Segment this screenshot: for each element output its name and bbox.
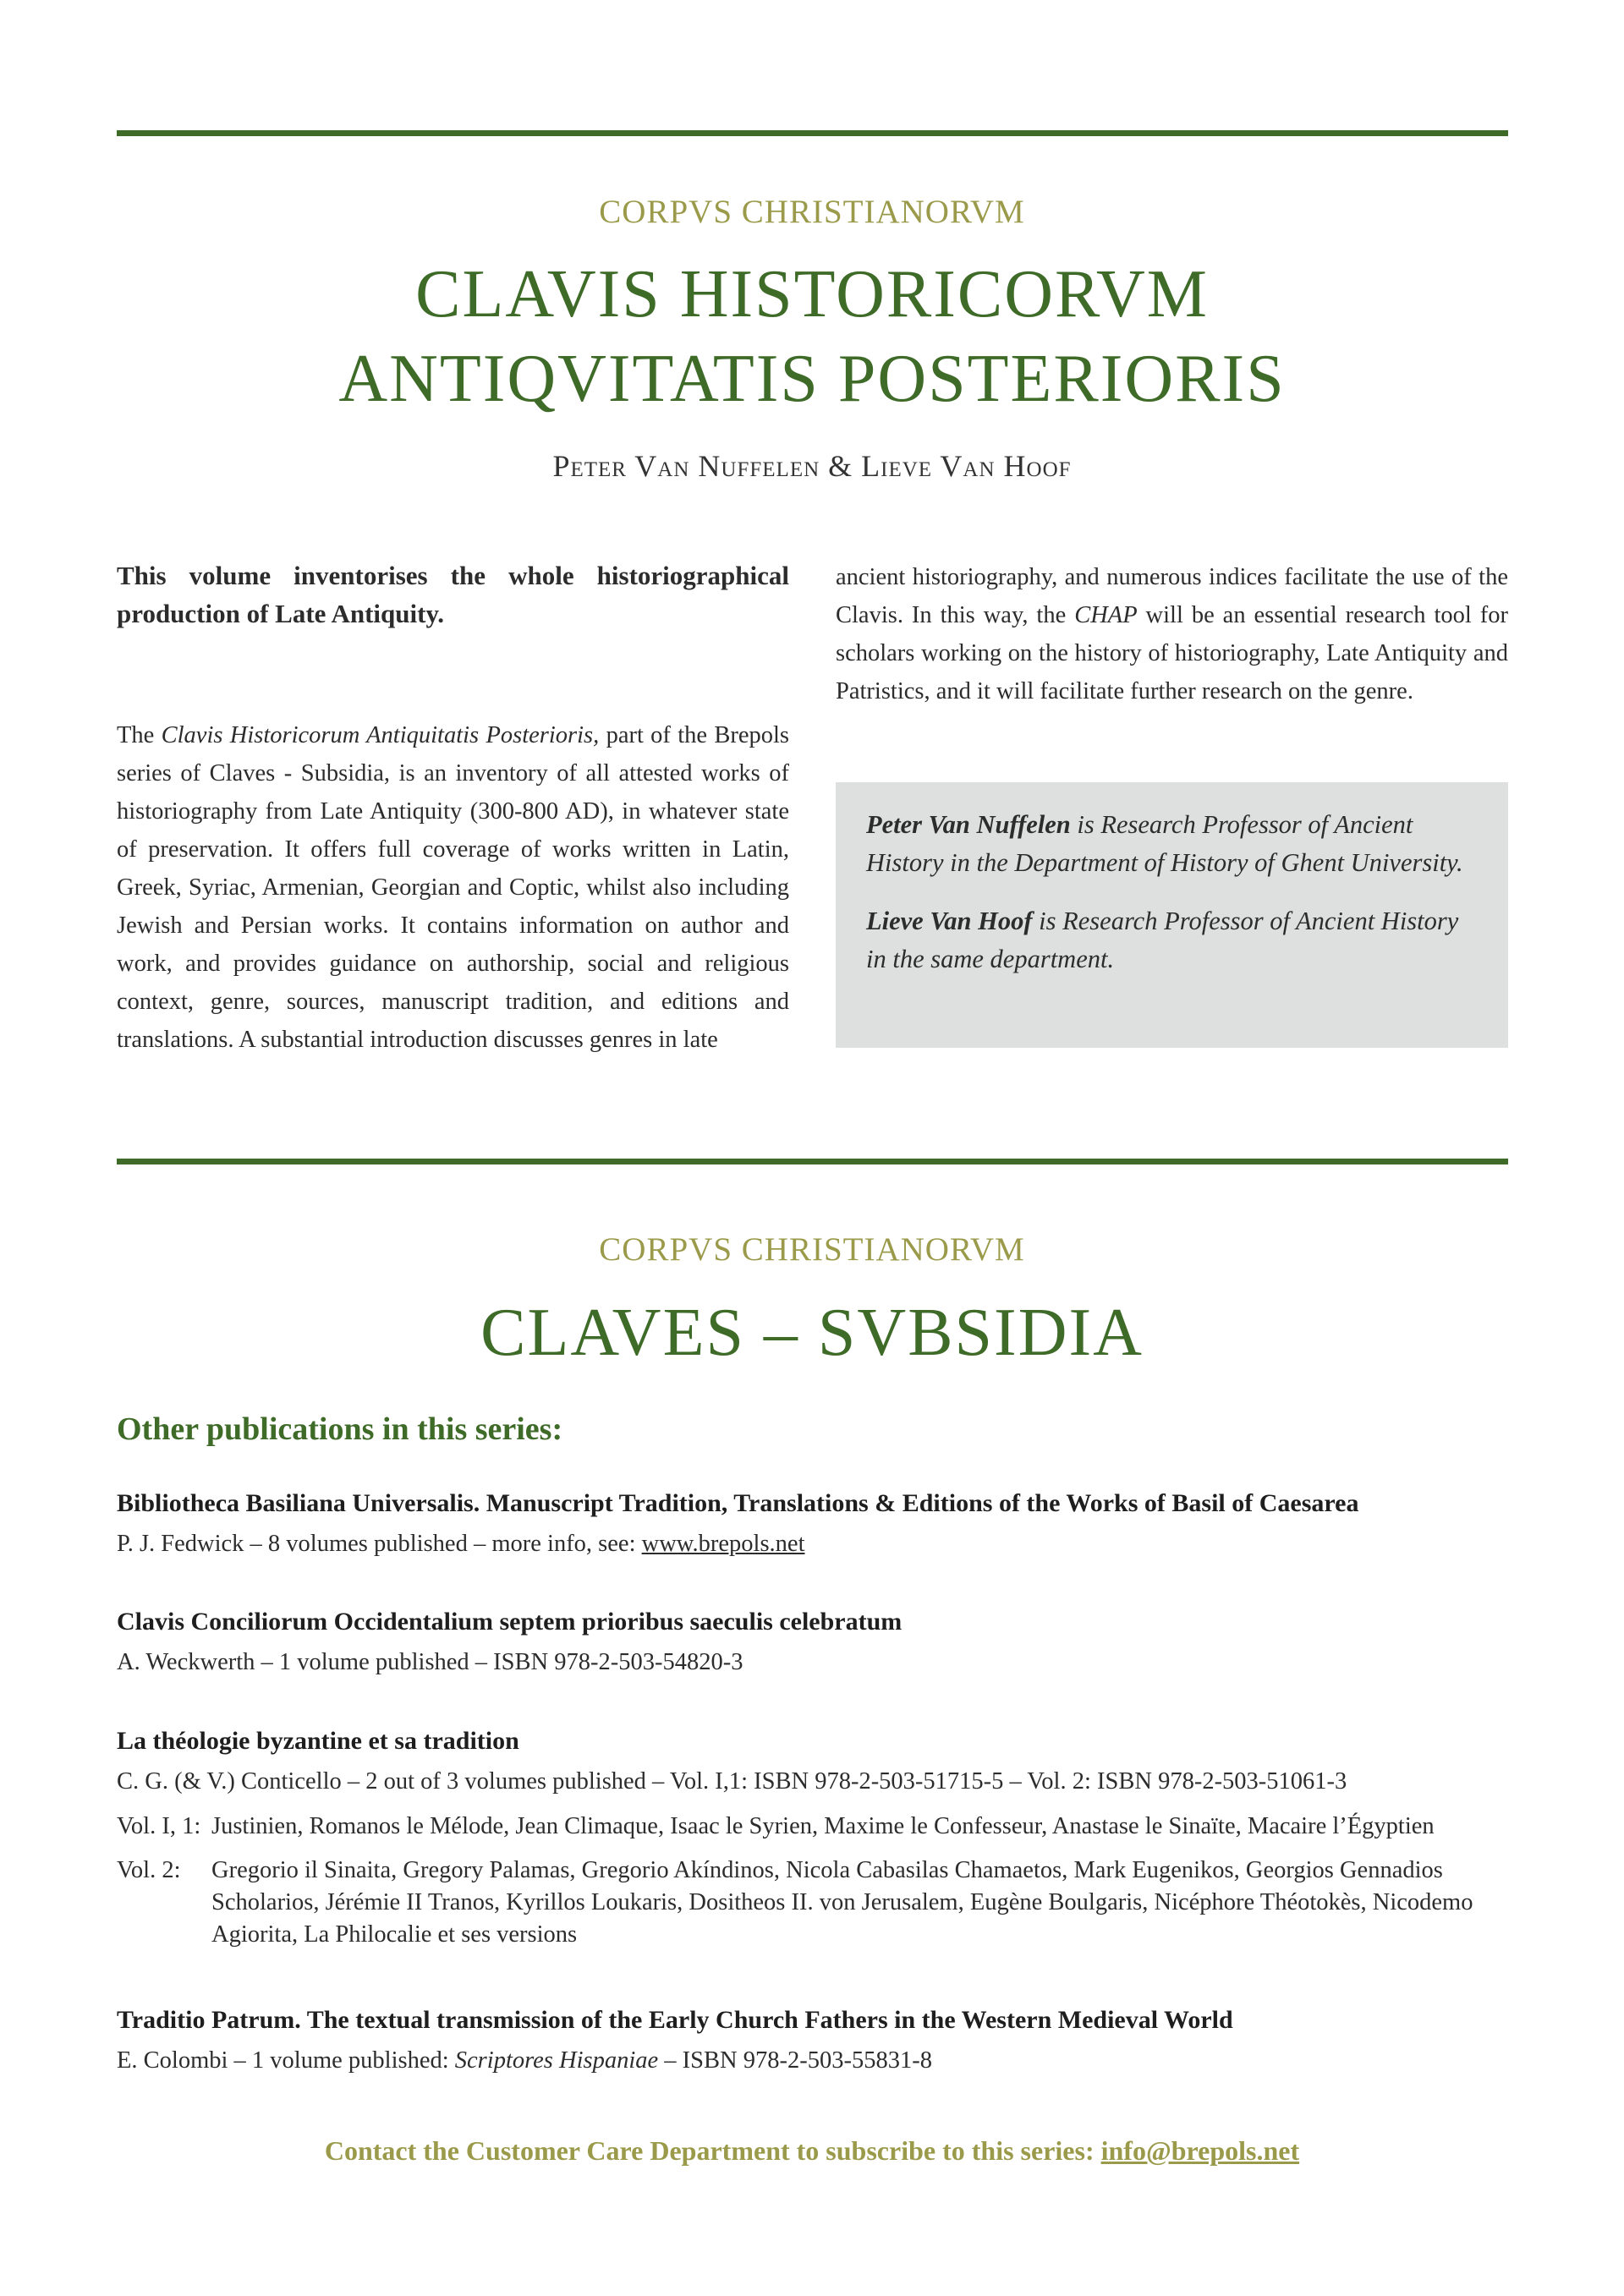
contact-line bbox=[0, 2135, 1624, 2167]
bio-2-name: Lieve Van Hoof bbox=[866, 907, 1033, 935]
body-p1-rest: part of the Brepols series of Claves - Subsidia, is an inventory of all attested works of historiography from Late Antiquity (300-800 AD), in whatever state of preservation. It offers full coverage of works written in Latin, Greek, Syriac, Armenian, Georgian and Coptic, whilst also including Jewish and Persian works. It contains information on author and work, and provides guidance on authorship, social and religious context, genre, sources, manuscript tradition, and editions and translations. A substantial introduction discusses genres in late bbox=[117, 722, 790, 1053]
body-p2-start: ancient historiography, and numerous indices facilitate the use of the Clavis. In this way, the bbox=[836, 564, 1508, 628]
series-title: CLAVES – SVBSIDIA bbox=[480, 1296, 1144, 1370]
body-p2-italic: CHAP bbox=[1074, 602, 1138, 628]
publication-detail: E. Colombi – 1 volume published: Scriptores Hispaniae – ISBN 978-2-503-55831-8 bbox=[117, 2047, 932, 2074]
brepols-website-link[interactable]: www.brepols.net bbox=[641, 1531, 805, 1557]
publication-item bbox=[117, 2002, 1508, 2078]
section-divider bbox=[117, 1159, 1508, 1164]
page-title-line2: ANTIQVITATIS POSTERIORIS bbox=[338, 342, 1286, 416]
bio-2 bbox=[866, 902, 1478, 978]
body-paragraph-2 bbox=[836, 558, 1508, 710]
page-title-line1: CLAVIS HISTORICORVM bbox=[415, 257, 1209, 332]
volume-contents: Justinien, Romanos le Mélode, Jean Climaque, Isaac le Syrien, Maxime le Confesseur, Anastase le Sinaïte, Macaire l’Égyptien bbox=[211, 1813, 1435, 1839]
body-paragraph-1 bbox=[117, 716, 789, 1059]
publication-detail: A. Weckwerth – 1 volume published – ISBN 978-2-503-54820-3 bbox=[117, 1649, 743, 1675]
publication-item bbox=[117, 1723, 1508, 1951]
publication-title: La théologie byzantine et sa tradition bbox=[117, 1727, 519, 1755]
bio-1 bbox=[866, 806, 1478, 882]
publication-detail: C. G. (& V.) Conticello – 2 out of 3 volumes published – Vol. I,1: ISBN 978-2-503-51715-5 – Vol. 2: ISBN 978-2-503-51061-3 bbox=[117, 1768, 1347, 1795]
publication-title: Bibliotheca Basiliana Universalis. Manuscript Tradition, Translations & Editions of the Works of Basil of Caesarea bbox=[117, 1489, 1359, 1517]
publication-title: Clavis Conciliorum Occidentalium septem prioribus saeculis celebratum bbox=[117, 1608, 903, 1636]
body-p2-rest: will be an essential research tool for scholars working on the history of historiography, Late Antiquity and Patristics, and it will facilitate further research on the genre. bbox=[836, 602, 1508, 704]
volume-row bbox=[117, 1811, 1508, 1843]
bio-1-name: Peter Van Nuffelen bbox=[866, 810, 1071, 839]
body-column-right bbox=[836, 558, 1508, 710]
publication-item bbox=[117, 1485, 1508, 1561]
contact-email-link[interactable]: info@brepols.net bbox=[1100, 2135, 1300, 2166]
series-label: CORPVS CHRISTIANORVM bbox=[599, 194, 1025, 230]
body-p1-italic: Clavis Historicorum Antiquitatis Posterioris, bbox=[161, 722, 600, 748]
publication-item bbox=[117, 1603, 1508, 1680]
series-label-2: CORPVS CHRISTIANORVM bbox=[599, 1231, 1025, 1268]
authors: Peter Van Nuffelen & Lieve Van Hoof bbox=[552, 449, 1072, 483]
volume-row bbox=[117, 1855, 1508, 1951]
volume-label: Vol. 2: bbox=[117, 1857, 181, 1883]
intro-column bbox=[117, 556, 789, 1059]
publication-title: Traditio Patrum. The textual transmission of the Early Church Fathers in the Western Medieval World bbox=[117, 2006, 1233, 2034]
volume-label: Vol. I, 1: bbox=[117, 1813, 201, 1839]
author-bio-box bbox=[836, 782, 1508, 1048]
bio-2-text: is Research Professor of Ancient History in the same department. bbox=[866, 907, 1459, 973]
other-publications-heading: Other publications in this series: bbox=[117, 1411, 563, 1447]
contact-text: Contact the Customer Care Department to subscribe to this series: bbox=[324, 2135, 1101, 2166]
publication-detail: P. J. Fedwick – 8 volumes published – more info, see: www.brepols.net bbox=[117, 1531, 805, 1557]
body-p1-start: The bbox=[117, 722, 162, 748]
top-divider bbox=[117, 130, 1508, 136]
volume-contents: Gregorio il Sinaita, Gregory Palamas, Gregorio Akíndinos, Nicola Cabasilas Chamaetos, Mark Eugenikos, Georgios Gennadios Scholarios, Jérémie II Tranos, Kyrillos Loukaris, Dositheos II. von Jerusalem, Eugène Boulgaris, Nicéphore Théotokès, Nicodemo Agiorita, La Philocalie et ses versions bbox=[211, 1857, 1473, 1948]
intro-text: This volume inventorises the whole historiographical production of Late Antiquity. bbox=[117, 561, 789, 628]
bio-1-text: is Research Professor of Ancient History in the Department of History of Ghent University. bbox=[866, 810, 1463, 877]
